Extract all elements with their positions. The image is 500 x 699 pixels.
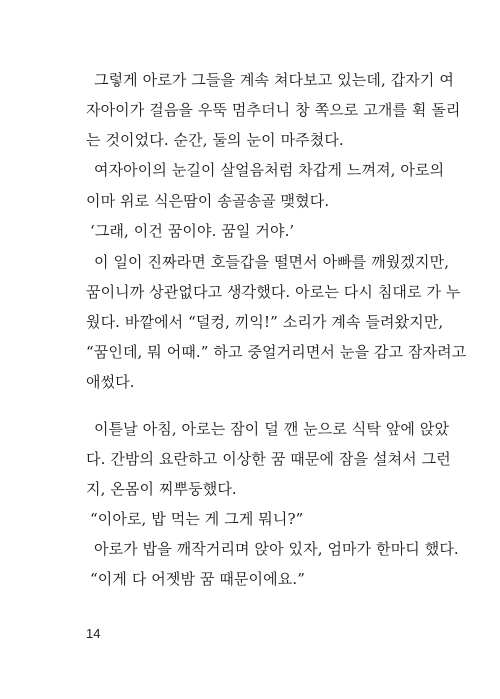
text-line: 이 일이 진짜라면 호들갑을 떨면서 아빠를 깨웠겠지만,: [94, 253, 450, 271]
text-line: 애썼다.: [86, 373, 135, 391]
text-line: 이튿날 아침, 아로는 잠이 덜 깬 눈으로 식탁 앞에 앉았: [94, 420, 450, 438]
text-line: 꿈이니까 상관없다고 생각했다. 아로는 다시 침대로 가 누: [86, 283, 461, 301]
text-line: ‘그래, 이건 꿈이야. 꿈일 거야.’: [90, 222, 295, 240]
text-line: 그렇게 아로가 그들을 계속 쳐다보고 있는데, 갑자기 여: [94, 71, 454, 89]
text-line: 아로가 밥을 깨작거리며 앉아 있자, 엄마가 한마디 했다.: [94, 540, 459, 558]
text-line: 웠다. 바깥에서 “덜컹, 끼익!” 소리가 계속 들려왔지만,: [86, 313, 444, 331]
text-line: 다. 간밤의 요란하고 이상한 꿈 때문에 잠을 설쳐서 그런: [86, 450, 451, 468]
text-line: 지, 온몸이 찌뿌둥했다.: [86, 480, 237, 498]
text-line: 자아이가 걸음을 우뚝 멈추더니 창 쪽으로 고개를 휙 돌리: [86, 101, 461, 119]
text-line: 이마 위로 식은땀이 송골송골 맺혔다.: [86, 192, 330, 210]
text-line: “꿈인데, 뭐 어때.” 하고 중얼거리면서 눈을 감고 잠자려고: [86, 343, 467, 361]
text-line: 는 것이었다. 순간, 둘의 눈이 마주쳤다.: [86, 131, 344, 149]
page-number: 14: [86, 626, 101, 641]
text-line: 여자아이의 눈길이 살얼음처럼 차갑게 느껴져, 아로의: [94, 161, 445, 179]
text-line: “이아로, 밥 먹는 게 그게 뭐니?”: [90, 510, 304, 528]
text-line: “이게 다 어젯밤 꿈 때문이에요.”: [90, 570, 305, 588]
